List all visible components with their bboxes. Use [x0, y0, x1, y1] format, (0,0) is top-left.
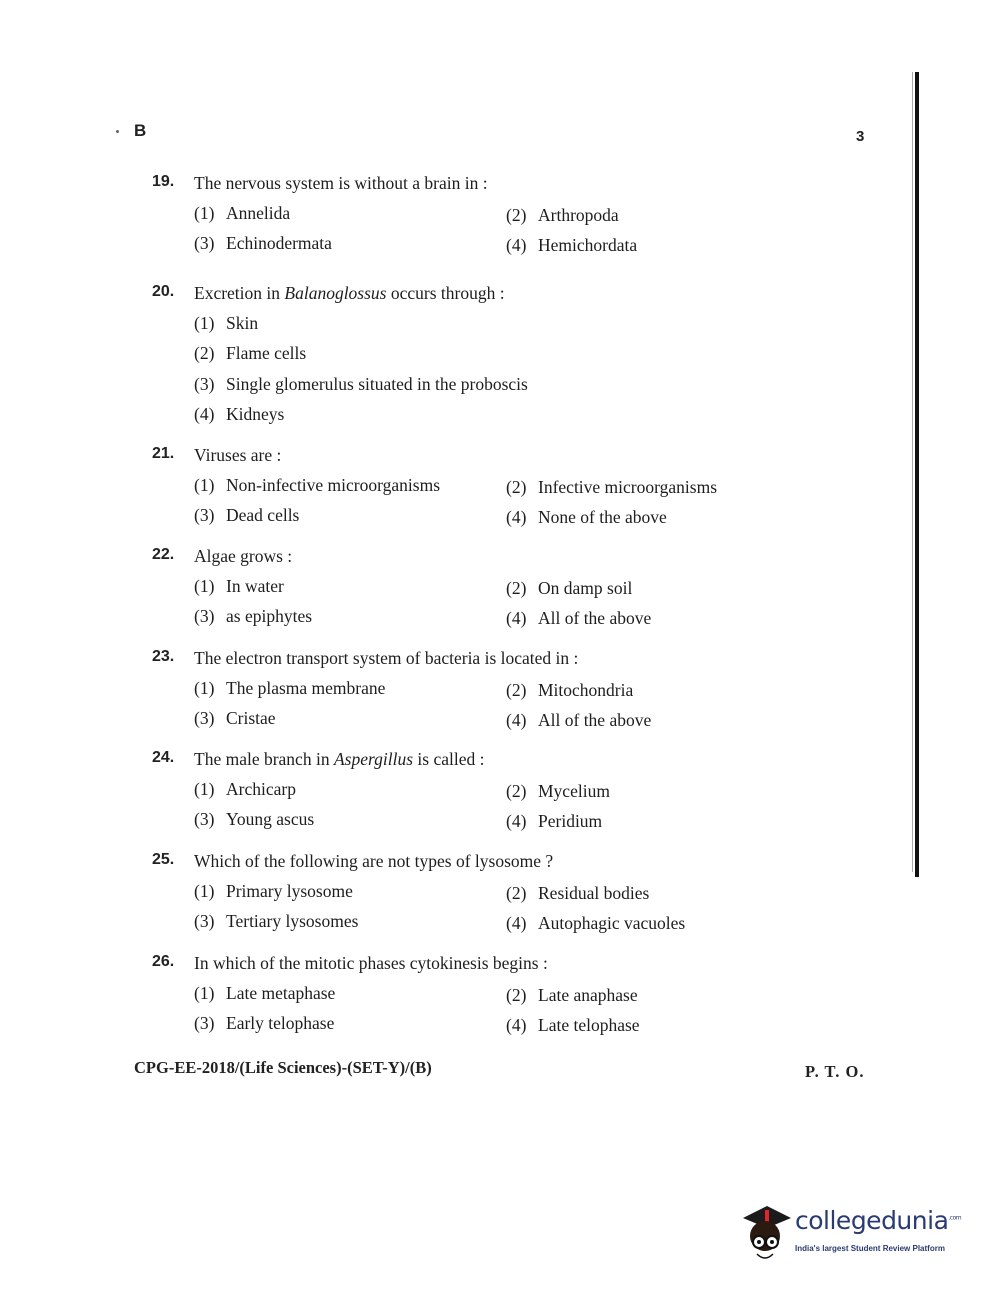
question-number: 23. [152, 648, 175, 665]
option-1: (1) Primary lysosome [194, 881, 353, 901]
logo-wordmark: collegedunia$^{.com}$ [795, 1206, 962, 1235]
question-number: 22. [152, 546, 175, 563]
scan-edge-line [912, 72, 913, 872]
option-4: (4) Hemichordata [506, 235, 638, 255]
option-3: (3) Young ascus [194, 809, 315, 829]
question-text: The electron transport system of bacteria is located in : [194, 648, 579, 668]
option-3: (3) Echinodermata [194, 233, 332, 253]
option-2: (2) On damp soil [506, 578, 633, 598]
collegedunia-logo[interactable] [735, 1196, 965, 1266]
option-3: (3) Dead cells [194, 505, 300, 525]
option-4: (4) None of the above [506, 507, 667, 527]
option-4: (4) All of the above [506, 608, 652, 628]
option-4: (4) Late telophase [506, 1015, 640, 1035]
option-1: (1) Late metaphase [194, 983, 336, 1003]
option-2: (2) Mitochondria [506, 680, 634, 700]
option-1: (1) Archicarp [194, 779, 296, 799]
question-text: Which of the following are not types of lysosome ? [194, 851, 554, 871]
option-1: (1) The plasma membrane [194, 678, 386, 698]
mascot-icon [735, 1196, 795, 1266]
option-3: (3) Early telophase [194, 1013, 335, 1033]
question-text: In which of the mitotic phases cytokinesis begins : [194, 953, 548, 973]
option-3: (3) as epiphytes [194, 606, 313, 626]
option-2: (2) Late anaphase [506, 985, 638, 1005]
option-3: (3) Cristae [194, 708, 276, 728]
question-number: 21. [152, 445, 175, 462]
scan-edge-bar [915, 72, 919, 877]
question-text: The nervous system is without a brain in : [194, 173, 488, 193]
question-number: 20. [152, 283, 175, 300]
species-name: Aspergillus [333, 749, 414, 769]
question-number: 26. [152, 953, 175, 970]
option-1: (1) In water [194, 576, 284, 596]
option-1: (1) Annelida [194, 203, 291, 223]
exam-code: CPG-EE-2018/(Life Sciences)-(SET-Y)/(B) [134, 1058, 432, 1077]
question-number: 25. [152, 851, 175, 868]
option-1: (1) Skin [194, 313, 259, 333]
scan-dot [116, 130, 119, 133]
page-number: 3 [856, 128, 865, 145]
option-4: (4) Kidneys [194, 404, 285, 424]
logo-tagline: India's largest Student Review Platform [795, 1244, 945, 1253]
question-number: 24. [152, 749, 175, 766]
option-3: (3) Tertiary lysosomes [194, 911, 359, 931]
question-text: Algae grows : [194, 546, 293, 566]
option-2: (2) Flame cells [194, 343, 307, 363]
question-text: Viruses are : [194, 445, 282, 465]
option-3: (3) Single glomerulus situated in the proboscis [194, 374, 528, 394]
option-2: (2) Arthropoda [506, 205, 619, 225]
option-2: (2) Mycelium [506, 781, 610, 801]
question-text: The male branch in Aspergillus is called : [194, 749, 485, 769]
set-label: B [134, 121, 147, 140]
option-4: (4) Peridium [506, 811, 603, 831]
option-4: (4) Autophagic vacuoles [506, 913, 686, 933]
option-2: (2) Residual bodies [506, 883, 650, 903]
please-turn-over: P. T. O. [805, 1062, 865, 1081]
species-name: Balanoglossus [284, 283, 387, 303]
option-4: (4) All of the above [506, 710, 652, 730]
question-number: 19. [152, 173, 175, 190]
option-2: (2) Infective microorganisms [506, 477, 717, 497]
option-1: (1) Non-infective microorganisms [194, 475, 440, 495]
question-text: Excretion in Balanoglossus occurs through : [194, 283, 505, 303]
